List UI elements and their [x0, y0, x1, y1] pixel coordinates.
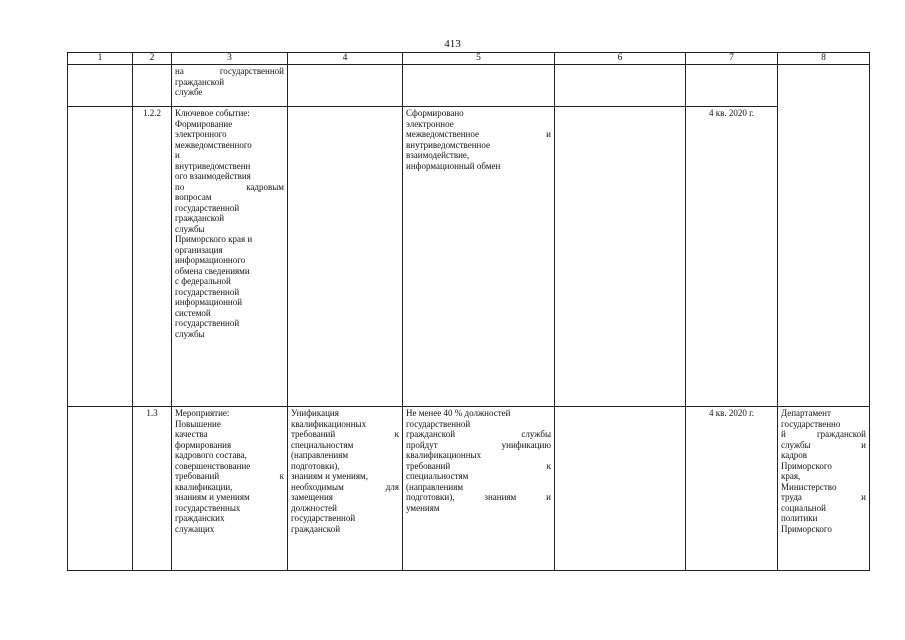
cell-event-name [172, 65, 288, 107]
cell-item-number: 1.3 [133, 407, 172, 571]
cell-text-line: Формирование [175, 118, 233, 129]
cell-text-line: государственной [175, 318, 240, 328]
cell-text-line: гражданской [175, 213, 225, 223]
cell-text-line: ого взаимодействия [175, 171, 251, 181]
cell-text-line: служащих [175, 523, 215, 534]
cell-text-line: службы [175, 328, 205, 339]
cell-text-line: внутриведомственн [175, 160, 251, 171]
cell-text-line: труда и [781, 492, 866, 502]
cell-text-line: пройдут унификацию [406, 439, 551, 450]
cell-text-line: обмена сведениями [175, 265, 250, 276]
cell-text-line: службе [175, 87, 203, 97]
cell-event-name [172, 407, 288, 571]
table-row [68, 107, 870, 407]
cell-text-line: формирования [175, 439, 232, 450]
cell-text-line: взаимодействие, [406, 150, 470, 160]
cell-text-line: электронное [406, 118, 454, 129]
column-header: 1 [68, 53, 133, 65]
cell-text-line: замещения [291, 492, 333, 502]
cell-text-line: должностей [291, 502, 337, 513]
column-header: 4 [288, 53, 403, 65]
cell-text-line: организация [175, 244, 223, 255]
column-header: 3 [172, 53, 288, 65]
cell-text-line: кадров [781, 450, 808, 460]
cell-text-line: й гражданской [781, 429, 866, 439]
cell-text-line: государственно [781, 418, 841, 429]
cell-text-line: (направлениям [406, 481, 464, 492]
cell-c6 [555, 65, 686, 107]
table-row [68, 407, 870, 571]
cell-result [288, 107, 403, 407]
table-row [68, 65, 870, 107]
cell-text-line: (направлениям [291, 450, 349, 460]
cell-text-line: государственной [291, 513, 356, 523]
cell-result [288, 407, 403, 571]
cell-text-line: края, [781, 471, 801, 481]
cell-text-line: Приморского [781, 460, 832, 471]
cell-text-line: службы [175, 223, 205, 234]
cell-deadline [686, 65, 778, 107]
cell-text-line: Сформировано [406, 108, 464, 118]
cell-text-line: гражданских [175, 513, 225, 523]
cell-text-line: требований к [291, 429, 399, 439]
cell-text-line: знаниям и умениям, [291, 471, 368, 481]
cell-text-line: службы и [781, 439, 866, 450]
cell-c6 [555, 107, 686, 407]
cell-text-line: подготовки), знаниям и [406, 492, 551, 502]
cell-text-line: системой [175, 307, 211, 318]
cell-text-line: Приморского края и [175, 234, 253, 244]
plan-table [67, 52, 870, 571]
column-header: 6 [555, 53, 686, 65]
cell-text-line: подготовки), [291, 460, 340, 471]
page-number: 413 [444, 38, 461, 50]
cell-text-line: государственной [175, 202, 240, 213]
column-header: 8 [778, 53, 870, 65]
cell-indicator [403, 107, 555, 407]
cell-text-line: государственной [406, 418, 471, 429]
cell-text-line: специальностям [406, 471, 469, 481]
cell-text-line: гражданской службы [406, 429, 551, 439]
cell-text-line: государственных [175, 502, 241, 513]
cell-c1 [68, 107, 133, 407]
cell-text-line: кадрового состава, [175, 450, 247, 460]
cell-text-line: квалификационных [406, 450, 482, 460]
cell-event-name [172, 107, 288, 407]
cell-text-line: требований к [175, 471, 284, 481]
cell-text-line: квалификационных [291, 418, 367, 429]
cell-text-line: умениям [406, 502, 440, 513]
column-header: 5 [403, 53, 555, 65]
cell-item-number: 1.2.2 [133, 107, 172, 407]
cell-text-line: знаниям и умениям [175, 492, 250, 502]
cell-text-line: социальной [781, 502, 826, 513]
cell-text-line: межведомственное и [406, 129, 551, 139]
cell-text-line: на государственной [175, 66, 284, 76]
cell-text-line: Ключевое событие: [175, 108, 250, 118]
cell-c1 [68, 407, 133, 571]
cell-text-line: информационного [175, 255, 246, 265]
cell-deadline: 4 кв. 2020 г. [686, 407, 778, 571]
cell-item-number [133, 65, 172, 107]
cell-text-line: совершенствование [175, 460, 251, 471]
cell-text-line: Мероприятие: [175, 408, 230, 418]
cell-text-line: гражданской [291, 523, 341, 534]
cell-result [288, 65, 403, 107]
cell-text-line: и [175, 150, 180, 160]
cell-deadline: 4 кв. 2020 г. [686, 107, 778, 407]
cell-text-line: внутриведомственное [406, 139, 490, 150]
cell-text-line: квалификации, [175, 481, 233, 492]
cell-text-line: политики [781, 513, 818, 523]
cell-text-line: Министерство [781, 481, 837, 492]
column-header: 7 [686, 53, 778, 65]
column-header: 2 [133, 53, 172, 65]
cell-text-line: необходимым для [291, 481, 399, 492]
cell-responsible [778, 65, 870, 407]
cell-text-line: требований к [406, 460, 551, 471]
cell-indicator [403, 407, 555, 571]
cell-text-line: с федеральной [175, 276, 231, 286]
cell-text-line: межведомственного [175, 139, 252, 150]
cell-text-line: качества [175, 429, 208, 439]
cell-indicator [403, 65, 555, 107]
cell-responsible [778, 407, 870, 571]
cell-text-line: государственной [175, 286, 240, 297]
cell-text-line: по кадровым [175, 181, 284, 192]
cell-text-line: Повышение [175, 418, 221, 429]
cell-text-line: гражданской [175, 76, 225, 87]
cell-text-line: вопросам [175, 192, 212, 202]
cell-text-line: Департамент [781, 408, 831, 418]
cell-text-line: информационной [175, 297, 243, 307]
column-number-row [68, 53, 870, 65]
cell-text-line: Унификация [291, 408, 339, 418]
cell-text-line: Не менее 40 % должностей [406, 408, 511, 418]
cell-text-line: специальностям [291, 439, 354, 450]
cell-text-line: информационный обмен [406, 160, 501, 171]
cell-text-line: Приморского [781, 523, 832, 534]
cell-text-line: электронного [175, 129, 227, 139]
cell-c6 [555, 407, 686, 571]
cell-c1 [68, 65, 133, 107]
